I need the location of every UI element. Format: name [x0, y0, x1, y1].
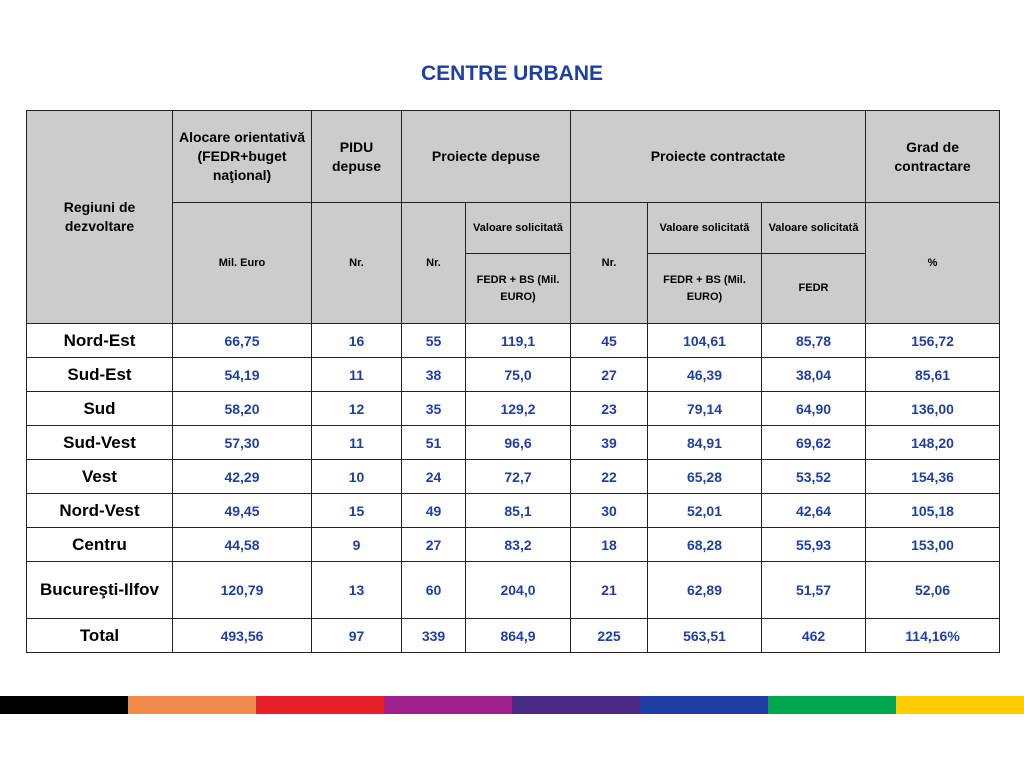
- contr-val-cell: 65,28: [648, 460, 762, 494]
- subheader-fedr-bs-depuse: FEDR + BS (Mil. EURO): [466, 254, 571, 324]
- alocare-cell: 493,56: [173, 619, 312, 653]
- contr-nr-cell: 18: [571, 528, 648, 562]
- contr-nr-cell: 23: [571, 392, 648, 426]
- contr-val-cell: 84,91: [648, 426, 762, 460]
- table-row: [27, 426, 1000, 460]
- contr-fedr-cell: 462: [762, 619, 866, 653]
- region-name: Sud: [27, 392, 173, 426]
- subheader-fedr: FEDR: [762, 254, 866, 324]
- contr-nr-cell: 45: [571, 324, 648, 358]
- pidu-cell: 10: [312, 460, 402, 494]
- region-name: Sud-Est: [27, 358, 173, 392]
- contr-fedr-cell: 85,78: [762, 324, 866, 358]
- pidu-cell: 11: [312, 426, 402, 460]
- table-row: [27, 460, 1000, 494]
- table-row: [27, 619, 1000, 653]
- depuse-val-cell: 72,7: [466, 460, 571, 494]
- grad-cell: 114,16%: [866, 619, 1000, 653]
- alocare-cell: 58,20: [173, 392, 312, 426]
- grad-cell: 136,00: [866, 392, 1000, 426]
- depuse-val-cell: 864,9: [466, 619, 571, 653]
- color-stripe-segment: [384, 696, 512, 714]
- color-stripe-segment: [768, 696, 896, 714]
- contr-val-cell: 563,51: [648, 619, 762, 653]
- contr-val-cell: 104,61: [648, 324, 762, 358]
- region-name: Bucureşti-Ilfov: [27, 562, 173, 619]
- depuse-val-cell: 96,6: [466, 426, 571, 460]
- subheader-valoare-solicitata-depuse: Valoare solicitată: [466, 203, 571, 254]
- depuse-val-cell: 83,2: [466, 528, 571, 562]
- depuse-val-cell: 204,0: [466, 562, 571, 619]
- depuse-nr-cell: 49: [402, 494, 466, 528]
- depuse-nr-cell: 60: [402, 562, 466, 619]
- contr-nr-cell: 39: [571, 426, 648, 460]
- header-regiuni: Regiuni de dezvoltare: [27, 111, 173, 324]
- header-proiecte-contractate: Proiecte contractate: [571, 111, 866, 203]
- header-row-1: [27, 111, 1000, 203]
- header-pidu: PIDU depuse: [312, 111, 402, 203]
- contr-fedr-cell: 64,90: [762, 392, 866, 426]
- depuse-nr-cell: 24: [402, 460, 466, 494]
- alocare-cell: 54,19: [173, 358, 312, 392]
- contr-nr-cell: 21: [571, 562, 648, 619]
- pidu-cell: 97: [312, 619, 402, 653]
- grad-cell: 52,06: [866, 562, 1000, 619]
- contr-fedr-cell: 55,93: [762, 528, 866, 562]
- alocare-cell: 120,79: [173, 562, 312, 619]
- alocare-cell: 57,30: [173, 426, 312, 460]
- depuse-val-cell: 119,1: [466, 324, 571, 358]
- header-proiecte-depuse: Proiecte depuse: [402, 111, 571, 203]
- subheader-mil-euro: Mil. Euro: [173, 203, 312, 324]
- depuse-nr-cell: 51: [402, 426, 466, 460]
- region-name: Total: [27, 619, 173, 653]
- pidu-cell: 15: [312, 494, 402, 528]
- subheader-fedr-bs-contractate: FEDR + BS (Mil. EURO): [648, 254, 762, 324]
- color-stripe-segment: [640, 696, 768, 714]
- alocare-cell: 42,29: [173, 460, 312, 494]
- color-stripe: [0, 696, 1024, 714]
- contr-val-cell: 62,89: [648, 562, 762, 619]
- region-name: Nord-Vest: [27, 494, 173, 528]
- color-stripe-segment: [0, 696, 128, 714]
- alocare-cell: 66,75: [173, 324, 312, 358]
- subheader-nr-pidu: Nr.: [312, 203, 402, 324]
- alocare-cell: 49,45: [173, 494, 312, 528]
- contr-fedr-cell: 53,52: [762, 460, 866, 494]
- region-name: Vest: [27, 460, 173, 494]
- table-row: [27, 494, 1000, 528]
- subheader-nr-depuse: Nr.: [402, 203, 466, 324]
- page-title: CENTRE URBANE: [420, 62, 603, 85]
- header-grad: Grad de contractare: [866, 111, 1000, 203]
- region-name: Sud-Vest: [27, 426, 173, 460]
- header-alocare: Alocare orientativă (FEDR+buget naţional): [173, 111, 312, 203]
- pidu-cell: 11: [312, 358, 402, 392]
- grad-cell: 85,61: [866, 358, 1000, 392]
- contr-fedr-cell: 69,62: [762, 426, 866, 460]
- table-row: [27, 528, 1000, 562]
- depuse-nr-cell: 27: [402, 528, 466, 562]
- region-name: Nord-Est: [27, 324, 173, 358]
- depuse-nr-cell: 35: [402, 392, 466, 426]
- grad-cell: 148,20: [866, 426, 1000, 460]
- depuse-nr-cell: 55: [402, 324, 466, 358]
- subheader-nr-contractate: Nr.: [571, 203, 648, 324]
- contr-val-cell: 79,14: [648, 392, 762, 426]
- grad-cell: 153,00: [866, 528, 1000, 562]
- region-name: Centru: [27, 528, 173, 562]
- contr-fedr-cell: 38,04: [762, 358, 866, 392]
- contr-val-cell: 68,28: [648, 528, 762, 562]
- table-row: [27, 562, 1000, 619]
- contr-nr-cell: 27: [571, 358, 648, 392]
- pidu-cell: 9: [312, 528, 402, 562]
- depuse-val-cell: 85,1: [466, 494, 571, 528]
- subheader-valoare-solicitata-contractate: Valoare solicitată: [648, 203, 762, 254]
- contr-nr-cell: 22: [571, 460, 648, 494]
- contr-val-cell: 46,39: [648, 358, 762, 392]
- color-stripe-segment: [256, 696, 384, 714]
- grad-cell: 105,18: [866, 494, 1000, 528]
- table-row: [27, 392, 1000, 426]
- pidu-cell: 16: [312, 324, 402, 358]
- contr-nr-cell: 30: [571, 494, 648, 528]
- contr-fedr-cell: 42,64: [762, 494, 866, 528]
- color-stripe-segment: [128, 696, 256, 714]
- grad-cell: 156,72: [866, 324, 1000, 358]
- grad-cell: 154,36: [866, 460, 1000, 494]
- depuse-val-cell: 75,0: [466, 358, 571, 392]
- pidu-cell: 13: [312, 562, 402, 619]
- color-stripe-segment: [896, 696, 1024, 714]
- urban-centres-table: [26, 110, 1000, 653]
- alocare-cell: 44,58: [173, 528, 312, 562]
- subheader-valoare-solicitata-fedr: Valoare solicitată: [762, 203, 866, 254]
- color-stripe-segment: [512, 696, 640, 714]
- depuse-nr-cell: 38: [402, 358, 466, 392]
- pidu-cell: 12: [312, 392, 402, 426]
- contr-fedr-cell: 51,57: [762, 562, 866, 619]
- header-row-2: [27, 203, 1000, 254]
- depuse-nr-cell: 339: [402, 619, 466, 653]
- depuse-val-cell: 129,2: [466, 392, 571, 426]
- subheader-percent: %: [866, 203, 1000, 324]
- contr-val-cell: 52,01: [648, 494, 762, 528]
- table-row: [27, 358, 1000, 392]
- contr-nr-cell: 225: [571, 619, 648, 653]
- table-row: [27, 324, 1000, 358]
